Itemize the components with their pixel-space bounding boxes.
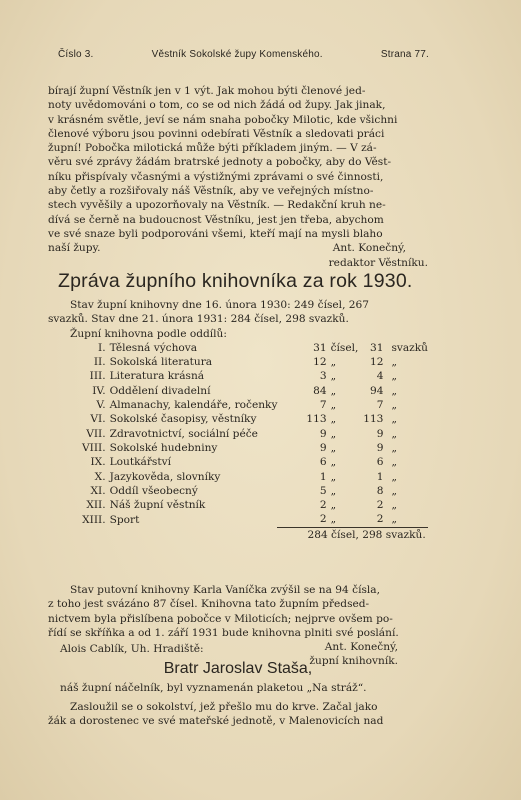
editor-report-paragraph bbox=[48, 84, 428, 270]
volume-unit: „ bbox=[391, 456, 397, 469]
number-unit: „ bbox=[330, 484, 337, 497]
section-number: VII. bbox=[86, 427, 106, 440]
number-unit: „ bbox=[330, 427, 337, 440]
number-count: 6 bbox=[319, 456, 327, 469]
text-line: župní! Pobočka milotická může býti příkladem jiným. — V zá- bbox=[48, 142, 377, 155]
volume-count: 9 bbox=[376, 427, 384, 440]
number-unit: „ bbox=[330, 356, 337, 369]
table-row bbox=[82, 369, 428, 383]
number-unit: „ bbox=[330, 470, 337, 483]
table-row bbox=[82, 455, 428, 469]
volume-unit: „ bbox=[391, 399, 397, 412]
volume-count: 2 bbox=[376, 499, 384, 512]
volume-unit: „ bbox=[391, 370, 397, 383]
article-subline: náš župní náčelník, byl vyznamenán plaketou „Na stráž“. bbox=[60, 682, 367, 695]
section-number: XII. bbox=[86, 499, 106, 512]
volume-count: 12 bbox=[369, 356, 384, 369]
volume-unit: „ bbox=[391, 356, 397, 369]
section-number: IX. bbox=[90, 456, 106, 469]
page-number: Strana 77. bbox=[380, 49, 429, 60]
number-unit: „ bbox=[330, 370, 337, 383]
section-number: X. bbox=[94, 470, 106, 483]
number-count: 84 bbox=[313, 384, 327, 397]
section-name: Sokolské hudebniny bbox=[109, 441, 218, 454]
text-line: Župní knihovna podle oddílů: bbox=[70, 327, 227, 340]
text-line: Zasloužil se o sokolství, jež přešlo mu do krve. Začal jako bbox=[70, 700, 378, 713]
text-line: dívá se černě na budoucnost Věstníku, jest jen třeba, abychom bbox=[48, 213, 384, 226]
spacer bbox=[110, 527, 278, 542]
section-number: IV. bbox=[92, 384, 106, 397]
library-sections-table bbox=[82, 341, 428, 542]
number-count: 5 bbox=[319, 484, 327, 497]
section-name: Literatura krásná bbox=[109, 370, 205, 383]
running-header bbox=[58, 49, 429, 60]
text-line: v krásném světle, jeví se nám snaha pobočky Milotic, kde všichni bbox=[48, 113, 398, 126]
section-name: Oddělení divadelní bbox=[109, 384, 211, 397]
article-heading: Bratr Jaroslav Staša, bbox=[163, 660, 313, 678]
section-name: Náš župní věstník bbox=[109, 499, 206, 512]
volume-unit: „ bbox=[391, 384, 397, 397]
signature-role: župní knihovník. bbox=[309, 655, 398, 668]
text-line bbox=[48, 241, 428, 255]
number-count: 3 bbox=[319, 370, 327, 383]
table-row bbox=[82, 341, 428, 355]
number-count: 31 bbox=[313, 341, 327, 354]
volume-unit: „ bbox=[391, 499, 397, 512]
volume-count: 1 bbox=[376, 470, 384, 483]
total-row bbox=[82, 527, 428, 542]
number-count: 12 bbox=[313, 356, 327, 369]
signature-name: Ant. Konečný, bbox=[324, 641, 398, 654]
section-number: VI. bbox=[90, 413, 106, 426]
volume-unit: „ bbox=[391, 513, 397, 526]
number-count: 9 bbox=[319, 427, 327, 440]
volume-count: 94 bbox=[369, 384, 384, 397]
volume-unit: „ bbox=[391, 413, 397, 426]
table-row bbox=[82, 484, 428, 498]
number-unit: „ bbox=[330, 384, 337, 397]
number-unit: „ bbox=[330, 413, 337, 426]
volume-count: 2 bbox=[376, 513, 384, 526]
text-line: ve své snaze byli podporováni všemi, kteří mají na mysli blaho bbox=[48, 227, 383, 240]
section-number: XIII. bbox=[82, 513, 106, 526]
table-row bbox=[82, 441, 428, 455]
signature-name: Ant. Konečný, bbox=[332, 242, 406, 255]
number-count: 1 bbox=[319, 470, 327, 483]
text-line: bírají župní Věstník jen v 1 výt. Jak mohou býti členové jed- bbox=[48, 85, 366, 97]
table-row bbox=[82, 498, 428, 512]
text-line: Stav putovní knihovny Karla Vaníčka zvýšil se na 94 čísla, bbox=[70, 584, 380, 596]
library-total: 284 čísel, 298 svazků. bbox=[277, 527, 428, 542]
number-unit: čísel, bbox=[330, 341, 359, 354]
table-row bbox=[82, 355, 428, 369]
volume-count: 7 bbox=[376, 399, 384, 412]
table-row bbox=[82, 427, 428, 441]
number-unit: „ bbox=[330, 441, 337, 454]
volume-count: 8 bbox=[376, 484, 384, 497]
volume-count: 6 bbox=[376, 456, 384, 469]
number-unit: „ bbox=[330, 513, 337, 526]
volume-unit: „ bbox=[391, 470, 397, 483]
library-report bbox=[48, 298, 428, 542]
section-name: Sokolské časopisy, věstníky bbox=[109, 413, 257, 426]
text-line: noty uvědomováni o tom, co se od nich žádá od župy. Jak jinak, bbox=[48, 99, 386, 112]
volume-count: 113 bbox=[363, 413, 384, 426]
text-line: řídí se skříňka a od 1. září 1931 bude knihovna plniti své poslání. bbox=[48, 626, 399, 639]
number-count: 7 bbox=[319, 399, 327, 412]
text-line: z toho jest svázáno 87 čísel. Knihovna tato župním předsed- bbox=[48, 598, 370, 611]
table-row bbox=[82, 412, 428, 426]
text-line: nictvem byla přislíbena pobočce v Miloticích; nejprve ovšem po- bbox=[48, 612, 393, 625]
section-number: VIII. bbox=[82, 441, 106, 454]
signature-role: redaktor Věstníku. bbox=[328, 256, 428, 269]
number-unit: „ bbox=[330, 399, 337, 412]
volume-unit: „ bbox=[391, 441, 397, 454]
section-name: Zdravotnictví, sociální péče bbox=[109, 427, 258, 440]
volume-unit: „ bbox=[391, 484, 397, 497]
text-line: stech vyvěšily a upozorňovaly na Věstník. — Redakční kruh ne- bbox=[48, 199, 386, 212]
text-line: žák a dorostenec ve své mateřské jednotě, v Malenovicích nad bbox=[48, 714, 384, 727]
number-unit: „ bbox=[330, 456, 337, 469]
text-line: Stav župní knihovny dne 16. února 1930: 249 čísel, 267 bbox=[70, 299, 370, 311]
text-line: níku přispívaly včasnými a výstižnými zprávami o své činnosti, bbox=[48, 170, 384, 183]
volume-unit: „ bbox=[391, 427, 397, 440]
volume-count: 9 bbox=[376, 441, 384, 454]
section-number: XI. bbox=[90, 484, 106, 497]
section-number: III. bbox=[89, 370, 106, 383]
section-name: Sokolská literatura bbox=[109, 356, 213, 369]
section-name: Oddíl všeobecný bbox=[109, 484, 198, 497]
section-name: Almanachy, kalendáře, ročenky bbox=[109, 399, 278, 412]
section-number: II. bbox=[93, 356, 106, 369]
text-line: členové výboru jsou povinni odebírati Věstník a sledovati práci bbox=[48, 127, 385, 140]
section-title: Zpráva župního knihovníka za rok 1930. bbox=[58, 270, 413, 292]
journal-name: Věstník Sokolské župy Komenského. bbox=[151, 49, 323, 60]
section-name: Sport bbox=[109, 513, 140, 526]
text-line: aby četly a rozšiřovaly náš Věstník, aby ve veřejných místno- bbox=[48, 185, 374, 198]
number-count: 113 bbox=[306, 413, 327, 426]
number-count: 9 bbox=[319, 441, 327, 454]
table-row bbox=[82, 512, 428, 527]
text-line: věru své zprávy žádám bratrské jednoty a pobočky, aby do Věst- bbox=[48, 156, 392, 169]
section-name: Jazykověda, slovníky bbox=[109, 470, 221, 483]
section-number: V. bbox=[96, 399, 106, 412]
spacer bbox=[82, 527, 110, 542]
award-article bbox=[48, 642, 428, 728]
volume-count: 4 bbox=[376, 370, 384, 383]
text-line: svazků. Stav dne 21. února 1931: 284 čísel, 298 svazků. bbox=[48, 313, 349, 326]
number-unit: „ bbox=[330, 499, 337, 512]
table-row bbox=[82, 398, 428, 412]
article-byline: Alois Cablík, Uh. Hradiště: bbox=[60, 643, 204, 655]
volume-count: 31 bbox=[369, 341, 384, 354]
section-name: Tělesná výchova bbox=[109, 341, 198, 354]
table-row bbox=[82, 384, 428, 398]
number-count: 2 bbox=[319, 499, 327, 512]
issue-number: Číslo 3. bbox=[58, 49, 94, 60]
section-name: Loutkářství bbox=[109, 456, 171, 469]
volume-unit: svazků bbox=[391, 341, 428, 354]
number-count: 2 bbox=[319, 513, 327, 526]
table-row bbox=[82, 470, 428, 484]
text-line-end: naší župy. bbox=[48, 242, 101, 255]
section-number: I. bbox=[98, 341, 106, 354]
